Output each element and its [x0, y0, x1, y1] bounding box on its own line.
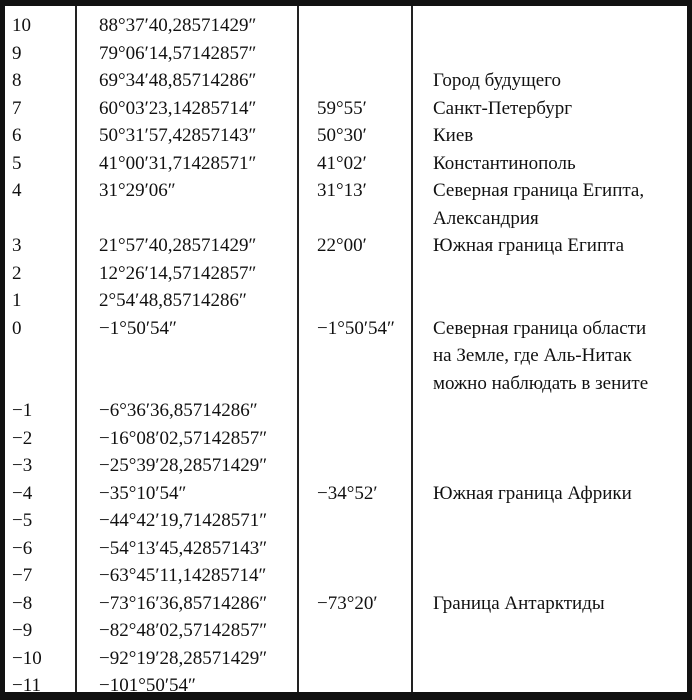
actual-latitude — [301, 535, 419, 563]
row-index: −1 — [12, 400, 33, 421]
place-name — [419, 535, 687, 563]
table-row — [5, 617, 687, 645]
table-row — [5, 507, 687, 535]
table-row — [5, 452, 687, 480]
calculated-latitude: −63°45′11,14285714″ — [99, 565, 267, 586]
place-line: на Земле, где Аль-Нитак — [433, 345, 632, 366]
place-name — [419, 95, 687, 123]
row-index: 2 — [12, 262, 22, 284]
table-row — [5, 425, 687, 453]
calculated-latitude: 60°03′23,14285714″ — [99, 97, 257, 119]
place-name — [419, 452, 687, 480]
place-name — [419, 150, 687, 178]
row-index: −11 — [12, 675, 42, 696]
calculated-latitude: 21°57′40,28571429″ — [99, 235, 257, 256]
row-index: −5 — [12, 510, 33, 531]
place-name — [419, 232, 687, 260]
calculated-latitude: 88°37′40,28571429″ — [99, 15, 257, 36]
row-index: −4 — [12, 482, 33, 504]
calculated-latitude: 31°29′06″ — [99, 180, 176, 201]
actual-latitude: 22°00′ — [317, 235, 367, 256]
table-row — [5, 562, 687, 590]
table-row — [5, 232, 687, 260]
row-index: 4 — [12, 180, 22, 201]
actual-latitude — [301, 645, 419, 673]
place-name — [419, 562, 687, 590]
place-line: Константинополь — [433, 152, 576, 174]
place-name — [419, 260, 687, 288]
row-index: −8 — [12, 592, 33, 614]
place-name — [419, 40, 687, 68]
row-index: −10 — [12, 647, 42, 669]
calculated-latitude: −54°13′45,42857143″ — [99, 537, 268, 559]
table-row — [5, 315, 687, 398]
place-name — [419, 617, 687, 645]
calculated-latitude: 79°06′14,57142857″ — [99, 42, 257, 64]
place-line: можно наблюдать в зените — [433, 372, 649, 394]
calculated-latitude: 41°00′31,71428571″ — [99, 152, 257, 174]
place-line: Южная граница Африки — [433, 482, 632, 504]
actual-latitude — [301, 12, 419, 40]
calculated-latitude: 2°54′48,85714286″ — [99, 290, 247, 311]
calculated-latitude: −101°50′54″ — [99, 675, 196, 696]
table-row — [5, 260, 687, 288]
calculated-latitude: −44°42′19,71428571″ — [99, 510, 268, 531]
place-name — [419, 672, 687, 700]
row-index: 0 — [12, 317, 22, 339]
place-line: Граница Антарктиды — [433, 592, 605, 614]
row-index: −7 — [12, 565, 33, 586]
calculated-latitude: −16°08′02,57142857″ — [99, 427, 268, 449]
row-index: 3 — [12, 235, 22, 256]
calculated-latitude: −25°39′28,28571429″ — [99, 455, 268, 476]
actual-latitude — [301, 425, 419, 453]
place-line: Киев — [433, 125, 474, 146]
row-index: 6 — [12, 125, 22, 146]
actual-latitude — [301, 452, 419, 480]
calculated-latitude: −82°48′02,57142857″ — [99, 620, 268, 641]
place-line: Город будущего — [433, 70, 561, 91]
actual-latitude: 41°02′ — [317, 152, 367, 174]
actual-latitude — [301, 397, 419, 425]
place-name — [419, 480, 687, 508]
calculated-latitude: −35°10′54″ — [99, 482, 187, 504]
row-index: 1 — [12, 290, 22, 311]
calculated-latitude: −92°19′28,28571429″ — [99, 647, 268, 669]
table-row — [5, 287, 687, 315]
actual-latitude — [301, 287, 419, 315]
actual-latitude: 50°30′ — [317, 125, 367, 146]
calculated-latitude: −6°36′36,85714286″ — [99, 400, 258, 421]
actual-latitude — [301, 507, 419, 535]
actual-latitude: 31°13′ — [317, 180, 367, 201]
row-index: −3 — [12, 455, 33, 476]
place-name — [419, 287, 687, 315]
table-row — [5, 12, 687, 40]
table-body — [5, 12, 687, 700]
calculated-latitude: 50°31′57,42857143″ — [99, 125, 257, 146]
calculated-latitude: −73°16′36,85714286″ — [99, 592, 268, 614]
table-row — [5, 95, 687, 123]
table-row — [5, 535, 687, 563]
place-name — [419, 12, 687, 40]
actual-latitude: −73°20′ — [317, 592, 378, 614]
table-row — [5, 590, 687, 618]
actual-latitude: −34°52′ — [317, 482, 378, 504]
place-name — [419, 67, 687, 95]
row-index: 8 — [12, 70, 22, 91]
actual-latitude — [301, 617, 419, 645]
place-name — [419, 645, 687, 673]
table-row — [5, 40, 687, 68]
actual-latitude — [301, 67, 419, 95]
place-name — [419, 590, 687, 618]
place-line: Северная граница Египта, — [433, 180, 645, 201]
place-line: Южная граница Египта — [433, 235, 625, 256]
place-name — [419, 397, 687, 425]
actual-latitude — [301, 40, 419, 68]
table-row — [5, 67, 687, 95]
actual-latitude: 59°55′ — [317, 97, 367, 119]
row-index: 5 — [12, 152, 22, 174]
actual-latitude — [301, 672, 419, 700]
place-line: Александрия — [433, 207, 539, 229]
place-line: Санкт-Петербург — [433, 97, 573, 119]
actual-latitude — [301, 260, 419, 288]
calculated-latitude: 69°34′48,85714286″ — [99, 70, 257, 91]
row-index: 10 — [12, 15, 31, 36]
place-line: Северная граница области — [433, 317, 647, 339]
row-index: −9 — [12, 620, 33, 641]
table-row — [5, 672, 687, 700]
place-name — [419, 507, 687, 535]
table-row — [5, 177, 687, 232]
calculated-latitude: 12°26′14,57142857″ — [99, 262, 257, 284]
table-row — [5, 150, 687, 178]
row-index: −6 — [12, 537, 33, 559]
table-row — [5, 645, 687, 673]
table-row — [5, 397, 687, 425]
place-name — [419, 122, 687, 150]
table-row — [5, 122, 687, 150]
row-index: 7 — [12, 97, 22, 119]
row-index: 9 — [12, 42, 22, 64]
calculated-latitude: −1°50′54″ — [99, 317, 177, 339]
row-index: −2 — [12, 427, 33, 449]
actual-latitude — [301, 562, 419, 590]
place-name — [419, 425, 687, 453]
actual-latitude: −1°50′54″ — [317, 317, 395, 339]
table-row — [5, 480, 687, 508]
place-name — [419, 315, 687, 398]
place-name — [419, 177, 687, 232]
